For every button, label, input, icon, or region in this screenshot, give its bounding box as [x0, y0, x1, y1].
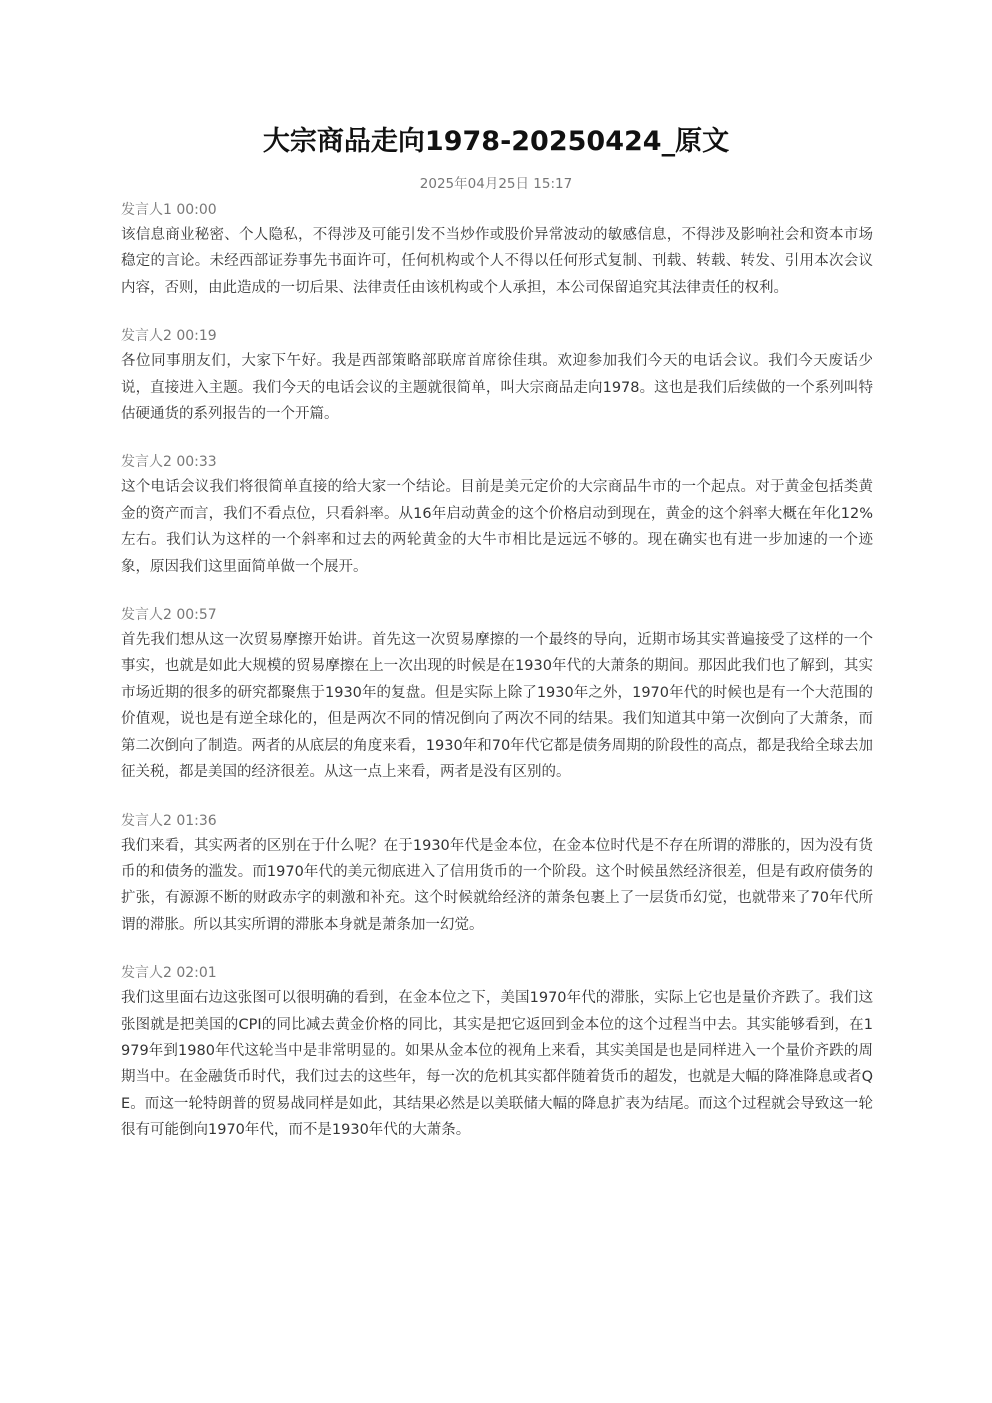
- transcript-paragraph: 这个电话会议我们将很简单直接的给大家一个结论。目前是美元定价的大宗商品牛市的一个起点。对于黄金包括类黄金的资产而言，我们不看点位，只看斜率。从16年启动黄金的这个价格启动到现在，黄金的这个斜率大概在年化12%左右。我们认为这样的一个斜率和过去的两轮黄金的大牛市相比是远远不够的。现在确实也有进一步加速的一个迹象，原因我们这里面简单做一个展开。: [121, 479, 873, 575]
- transcript-section: [121, 962, 873, 1143]
- transcript-paragraph: 首先我们想从这一次贸易摩擦开始讲。首先这一次贸易摩擦的一个最终的导向，近期市场其实普遍接受了这样的一个事实，也就是如此大规模的贸易摩擦在上一次出现的时候是在1930年代的大萧条的期间。那因此我们也了解到，其实市场近期的很多的研究都聚焦于1930年的复盘。但是实际上除了1930年之外，1970年代的时候也是有一个大范围的价值观，说也是有逆全球化的，但是两次不同的情况倒向了两次不同的结果。我们知道其中第一次倒向了大萧条，而第二次倒向了制造。两者的从底层的角度来看，1930年和70年代它都是债务周期的阶段性的高点，都是我给全球去加征关税，都是美国的经济很差。从这一点上来看，两者是没有区别的。: [121, 632, 873, 781]
- transcript-section: [121, 810, 873, 939]
- transcript-section: [121, 604, 873, 785]
- transcript-paragraph: 我们这里面右边这张图可以很明确的看到，在金本位之下，美国1970年代的滞胀，实际上它也是量价齐跌了。我们这张图就是把美国的CPI的同比减去黄金价格的同比，其实是把它返回到金本位的这个过程当中去。其实能够看到，在1979年到1980年代这轮当中是非常明显的。如果从金本位的视角上来看，其实美国是也是同样进入一个量价齐跌的周期当中。在金融货币时代，我们过去的这些年，每一次的危机其实都伴随着货币的超发，也就是大幅的降准降息或者QE。而这一轮特朗普的贸易战同样是如此，其结果必然是以美联储大幅的降息扩表为结尾。而这个过程就会导致这一轮很有可能倒向1970年代，而不是1930年代的大萧条。: [121, 990, 873, 1139]
- transcript-paragraph: 我们来看，其实两者的区别在于什么呢？在于1930年代是金本位，在金本位时代是不存在所谓的滞胀的，因为没有货币的和债务的滥发。而1970年代的美元彻底进入了信用货币的一个阶段。这个时候虽然经济很差，但是有政府债务的扩张，有源源不断的财政赤字的刺激和补充。这个时候就给经济的萧条包裹上了一层货币幻觉，也就带来了70年代所谓的滞胀。所以其实所谓的滞胀本身就是萧条加一幻觉。: [121, 837, 873, 933]
- speaker-timestamp: 发言人2 00:19: [121, 328, 217, 345]
- document-title: 大宗商品走向1978-20250424_原文: [262, 126, 730, 157]
- transcript-section: [121, 451, 873, 580]
- transcript-body: [121, 199, 873, 1168]
- speaker-timestamp: 发言人2 00:33: [121, 454, 217, 471]
- speaker-timestamp: 发言人2 01:36: [121, 812, 217, 829]
- speaker-timestamp: 发言人2 02:01: [121, 965, 217, 982]
- transcript-paragraph: 各位同事朋友们，大家下午好。我是西部策略部联席首席徐佳琪。欢迎参加我们今天的电话会议。我们今天废话少说，直接进入主题。我们今天的电话会议的主题就很简单，叫大宗商品走向1978。这也是我们后续做的一个系列叫特估硬通货的系列报告的一个开篇。: [121, 353, 873, 423]
- transcript-paragraph: 该信息商业秘密、个人隐私，不得涉及可能引发不当炒作或股价异常波动的敏感信息，不得涉及影响社会和资本市场稳定的言论。未经西部证券事先书面许可，任何机构或个人不得以任何形式复制、刊载、转载、转发、引用本次会议内容，否则，由此造成的一切后果、法律责任由该机构或个人承担，本公司保留追究其法律责任的权利。: [121, 227, 873, 296]
- speaker-timestamp: 发言人2 00:57: [121, 607, 217, 624]
- transcript-section: [121, 325, 873, 427]
- speaker-timestamp: 发言人1 00:00: [121, 202, 217, 218]
- transcript-section: [121, 199, 873, 301]
- document-date: 2025年04月25日 15:17: [419, 176, 573, 192]
